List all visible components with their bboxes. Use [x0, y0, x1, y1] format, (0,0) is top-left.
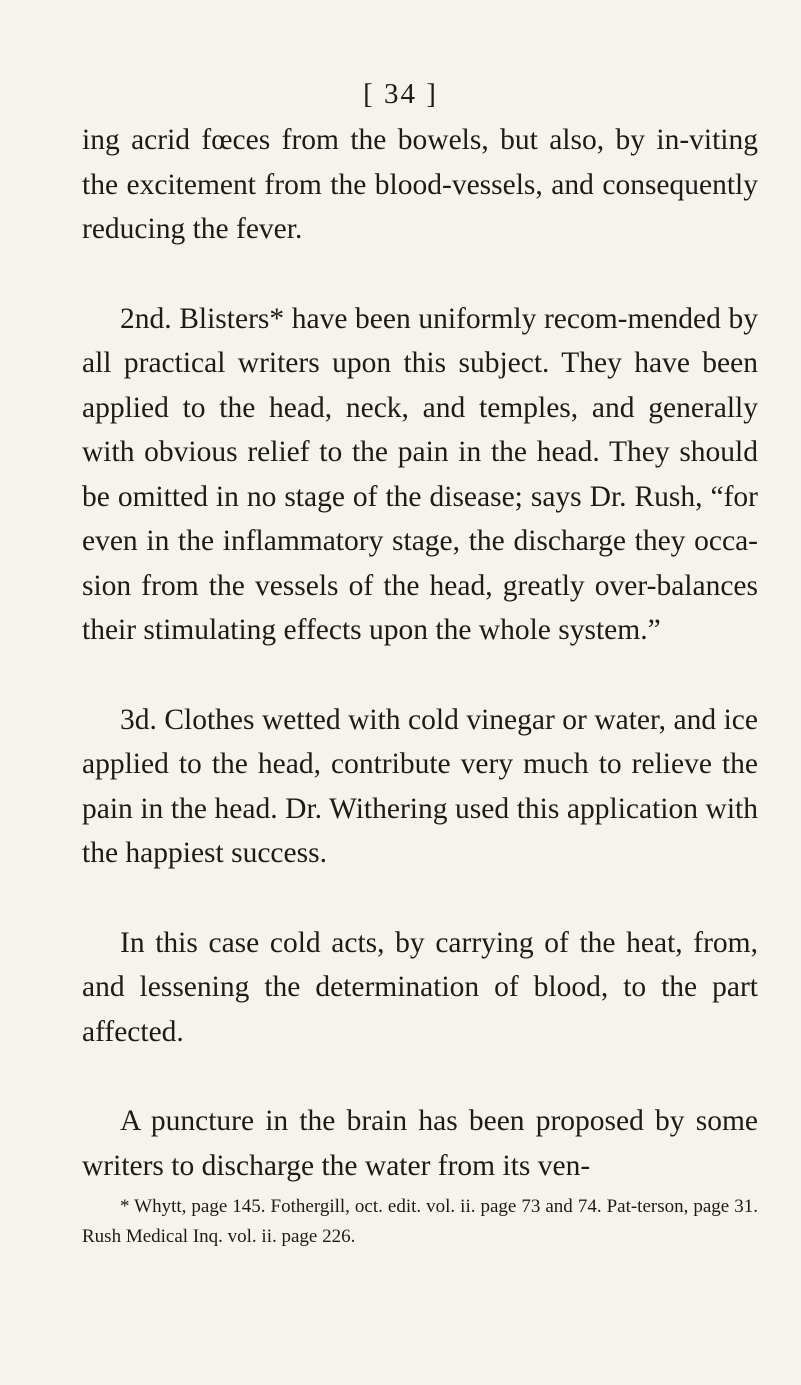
page-number: [ 34 ] [363, 78, 438, 110]
paragraph-1: ing acrid fœces from the bowels, but also, by in-viting the excitement from the blood-vessels, and consequently reducing the fever. [82, 124, 758, 245]
paragraph-3: 3d. Clothes wetted with cold vinegar or water, and ice applied to the head, contribute very much to relieve the pain in the head. Dr. Withering used this application with the happiest success. [82, 703, 758, 869]
paragraph-4: In this case cold acts, by carrying of the heat, from, and lessening the determination of blood, to the part affected. [82, 926, 758, 1048]
paragraph-5: A puncture in the brain has been proposed by some writers to discharge the water from its ven- [82, 1105, 758, 1182]
footnote: * Whytt, page 145. Fothergill, oct. edit. vol. ii. page 73 and 74. Pat-terson, page 31. Rush Medical Inq. vol. ii. page 226. [82, 1196, 758, 1247]
body-text [82, 118, 758, 1233]
paragraph-2: 2nd. Blisters* have been uniformly recom-mended by all practical writers upon this subject. They have been applied to the head, neck, and temples, and generally with obvious relief to the pain in the head. They should be omitted in no stage of the disease; says Dr. Rush, “for even in the inflammatory stage, the discharge they occa-sion from the vessels of the head, greatly over-balances their stimulating effects upon the whole system.” [82, 302, 758, 646]
